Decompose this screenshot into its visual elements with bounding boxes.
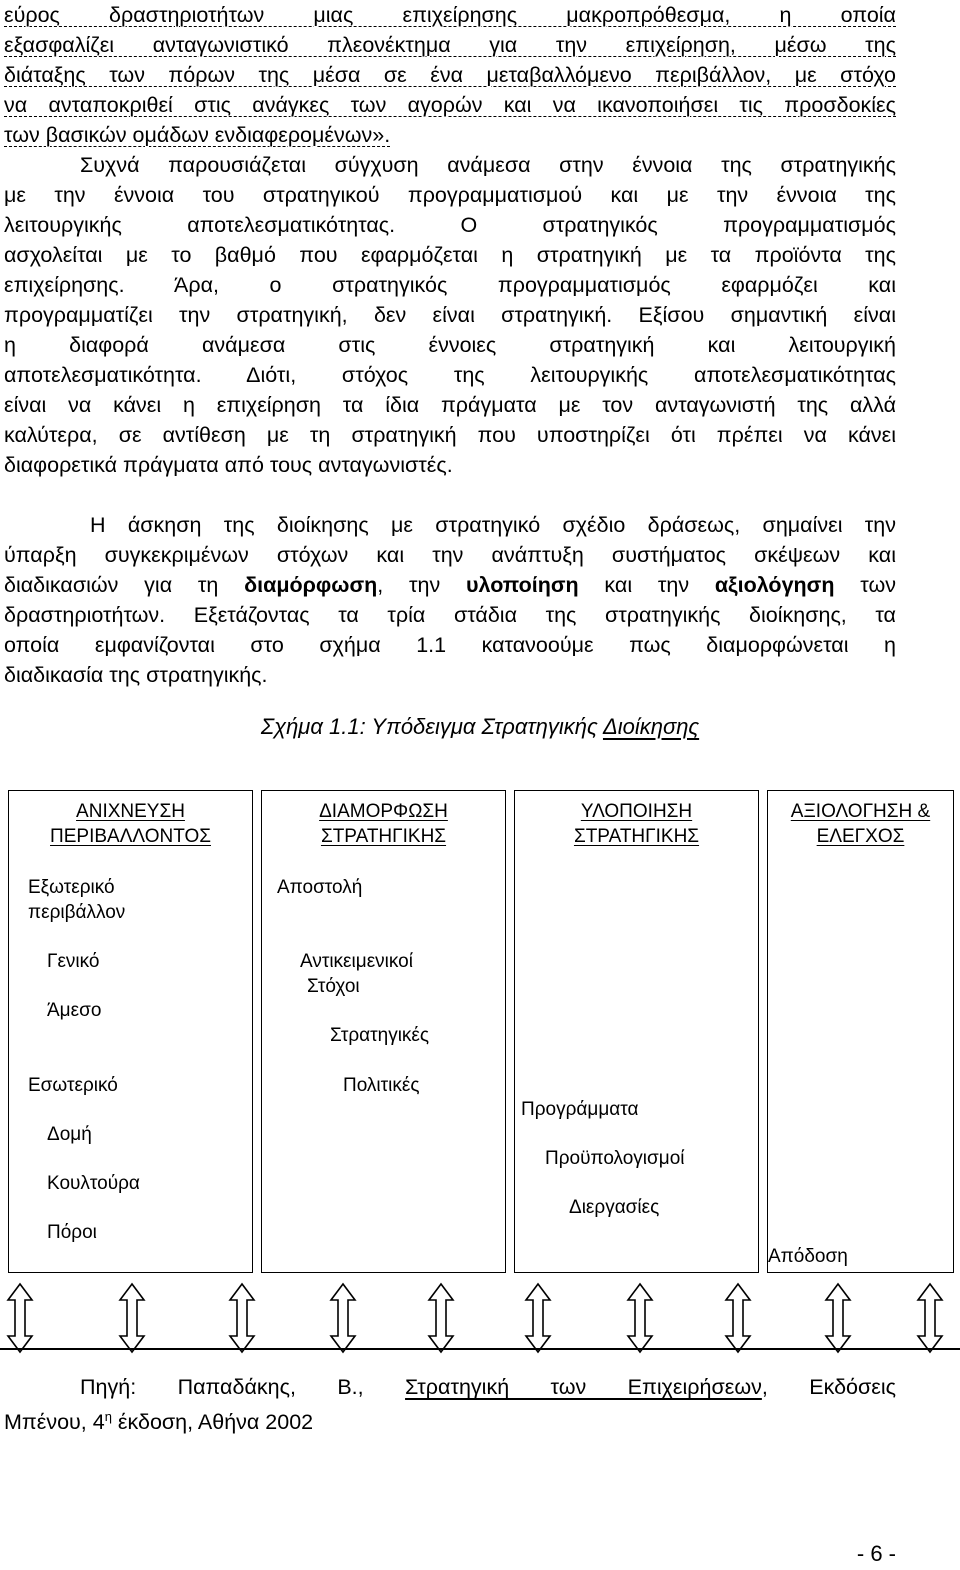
para1-line-4: ασχολείται με το βαθμό που εφαρμόζεται η στρατηγική με τα προϊόντα της [4,243,896,267]
para2-line-2: ύπαρξη συγκεκριμένων στόχων και την ανάπτυξη συστήματος σκέψεων και [4,543,896,567]
quote-line-4: να ανταποκριθεί στις ανάγκες των αγορών και να ικανοποιήσει τις προσδοκίες [4,93,896,117]
column-item: Άμεσο [47,1000,102,1021]
para1-line-6: προγραμματίζει την στρατηγική, δεν είναι στρατηγική. Εξίσου σημαντική είναι [4,303,896,327]
figure-baseline [0,1348,960,1350]
para1-line-3: λειτουργικής αποτελεσματικότητας. Ο στρατηγικός προγραμματισμός [4,213,896,237]
para1-line-8: αποτελεσματικότητα. Διότι, στόχος της λειτουργικής αποτελεσματικότητας [4,363,896,387]
para2-line-6: διαδικασία της στρατηγικής. [4,663,268,687]
quote-line-5: των βασικών ομάδων ενδιαφερομένων». [4,123,391,147]
column-strategy-formulation [261,790,506,1273]
feedback-arrows [0,1282,960,1354]
quote-line-3: διάταξης των πόρων της μέσα σε ένα μεταβαλλόμενο περιβάλλον, με στόχο [4,63,896,87]
para1-line-9: είναι να κάνει η επιχείρηση τα ίδια πράγματα με τον ανταγωνιστή της αλλά [4,393,896,417]
column-item: Κουλτούρα [47,1173,140,1194]
column-header: ΥΛΟΠΟΙΗΣΗ ΣΤΡΑΤΗΓΙΚΗΣ [573,801,700,847]
double-arrow-icon [120,1284,144,1352]
para1-line-11: διαφορετικά πράγματα από τους ανταγωνιστές. [4,453,453,477]
bold-term: αξιολόγηση [714,573,835,597]
para1-line-2: με την έννοια του στρατηγικού προγραμματισμού και με την έννοια της [4,183,896,207]
source-title-link: Στρατηγική των Επιχειρήσεων [405,1375,762,1399]
column-item: Πολιτικές [343,1075,420,1096]
para1-line-5: επιχείρησης. Άρα, ο στρατηγικός προγραμματισμός εφαρμόζει και [4,273,896,297]
column-item: Απόδοση [768,1246,848,1267]
column-header: ΑΞΙΟΛΟΓΗΣΗ & ΕΛΕΓΧΟΣ [790,801,931,847]
column-item: Στόχοι [307,976,360,997]
column-strategy-implementation [514,790,759,1273]
column-header: ΔΙΑΜΟΡΦΩΣΗ ΣΤΡΑΤΗΓΙΚΗΣ [319,801,448,847]
column-item: Εξωτερικό [28,877,115,898]
column-evaluation-control [767,790,954,1273]
double-arrow-icon [8,1284,32,1352]
column-item: Αντικειμενικοί [300,951,413,972]
double-arrow-icon [331,1284,355,1352]
column-item: Στρατηγικές [330,1025,430,1046]
double-arrow-icon [726,1284,750,1352]
para2-line-5: οποία εμφανίζονται στο σχήμα 1.1 κατανοούμε πως διαμορφώνεται η [4,633,896,657]
column-item: Δομή [47,1124,92,1145]
para1-line-10: καλύτερα, σε αντίθεση με τη στρατηγική που υποστηρίζει ότι πρέπει να κάνει [4,423,896,447]
figure-caption: Σχήμα 1.1: Υπόδειγμα Στρατηγικής Διοίκησης [260,714,700,739]
column-item: Εσωτερικό [28,1075,118,1096]
column-item: Διεργασίες [569,1197,660,1218]
double-arrow-icon [628,1284,652,1352]
column-item: Προγράμματα [521,1099,639,1120]
bold-term: υλοποίηση [465,573,579,597]
bold-term: διαμόρφωση [244,573,378,597]
para2-line-1: Η άσκηση της διοίκησης με στρατηγικό σχέδιο δράσεως, σημαίνει την [90,513,896,537]
double-arrow-icon [526,1284,550,1352]
page-number: - 6 - [856,1541,896,1566]
source-line-2: Μπένου, $4^\eta$ έκδοση, Αθήνα 2002 [4,1409,314,1435]
column-item: Πόροι [47,1222,97,1243]
double-arrow-icon [230,1284,254,1352]
column-item: Αποστολή [277,877,363,898]
column-header: ΑΝΙΧΝΕΥΣΗ ΠΕΡΙΒΑΛΛΟΝΤΟΣ [50,801,211,847]
para2-line-4: δραστηριοτήτων. Εξετάζοντας τα τρία στάδια της στρατηγικής διοίκησης, τα [4,603,896,627]
para1-line-1: Συχνά παρουσιάζεται σύγχυση ανάμεσα στην έννοια της στρατηγικής [80,153,896,177]
para2-line-3: διαδικασιών για τη διαμόρφωση, την υλοποίηση και την αξιολόγηση των [4,573,896,597]
source-line-1: Πηγή: Παπαδάκης, Β., Στρατηγική των Επιχειρήσεων, Εκδόσεις [80,1375,897,1399]
column-item: Προϋπολογισμοί [545,1148,685,1169]
column-item: Γενικό [47,951,100,972]
quote-line-1: εύρος δραστηριοτήτων μιας επιχείρησης μακροπρόθεσμα, η οποία [4,3,896,27]
quote-line-2: εξασφαλίζει ανταγωνιστικό πλεονέκτημα για την επιχείρηση, μέσω της [4,33,896,57]
double-arrow-icon [826,1284,850,1352]
double-arrow-icon [918,1284,942,1352]
double-arrow-icon [429,1284,453,1352]
para1-line-7: η διαφορά ανάμεσα στις έννοιες στρατηγική και λειτουργική [4,333,896,357]
column-environment-scanning [8,790,253,1273]
column-item: περιβάλλον [28,902,126,923]
